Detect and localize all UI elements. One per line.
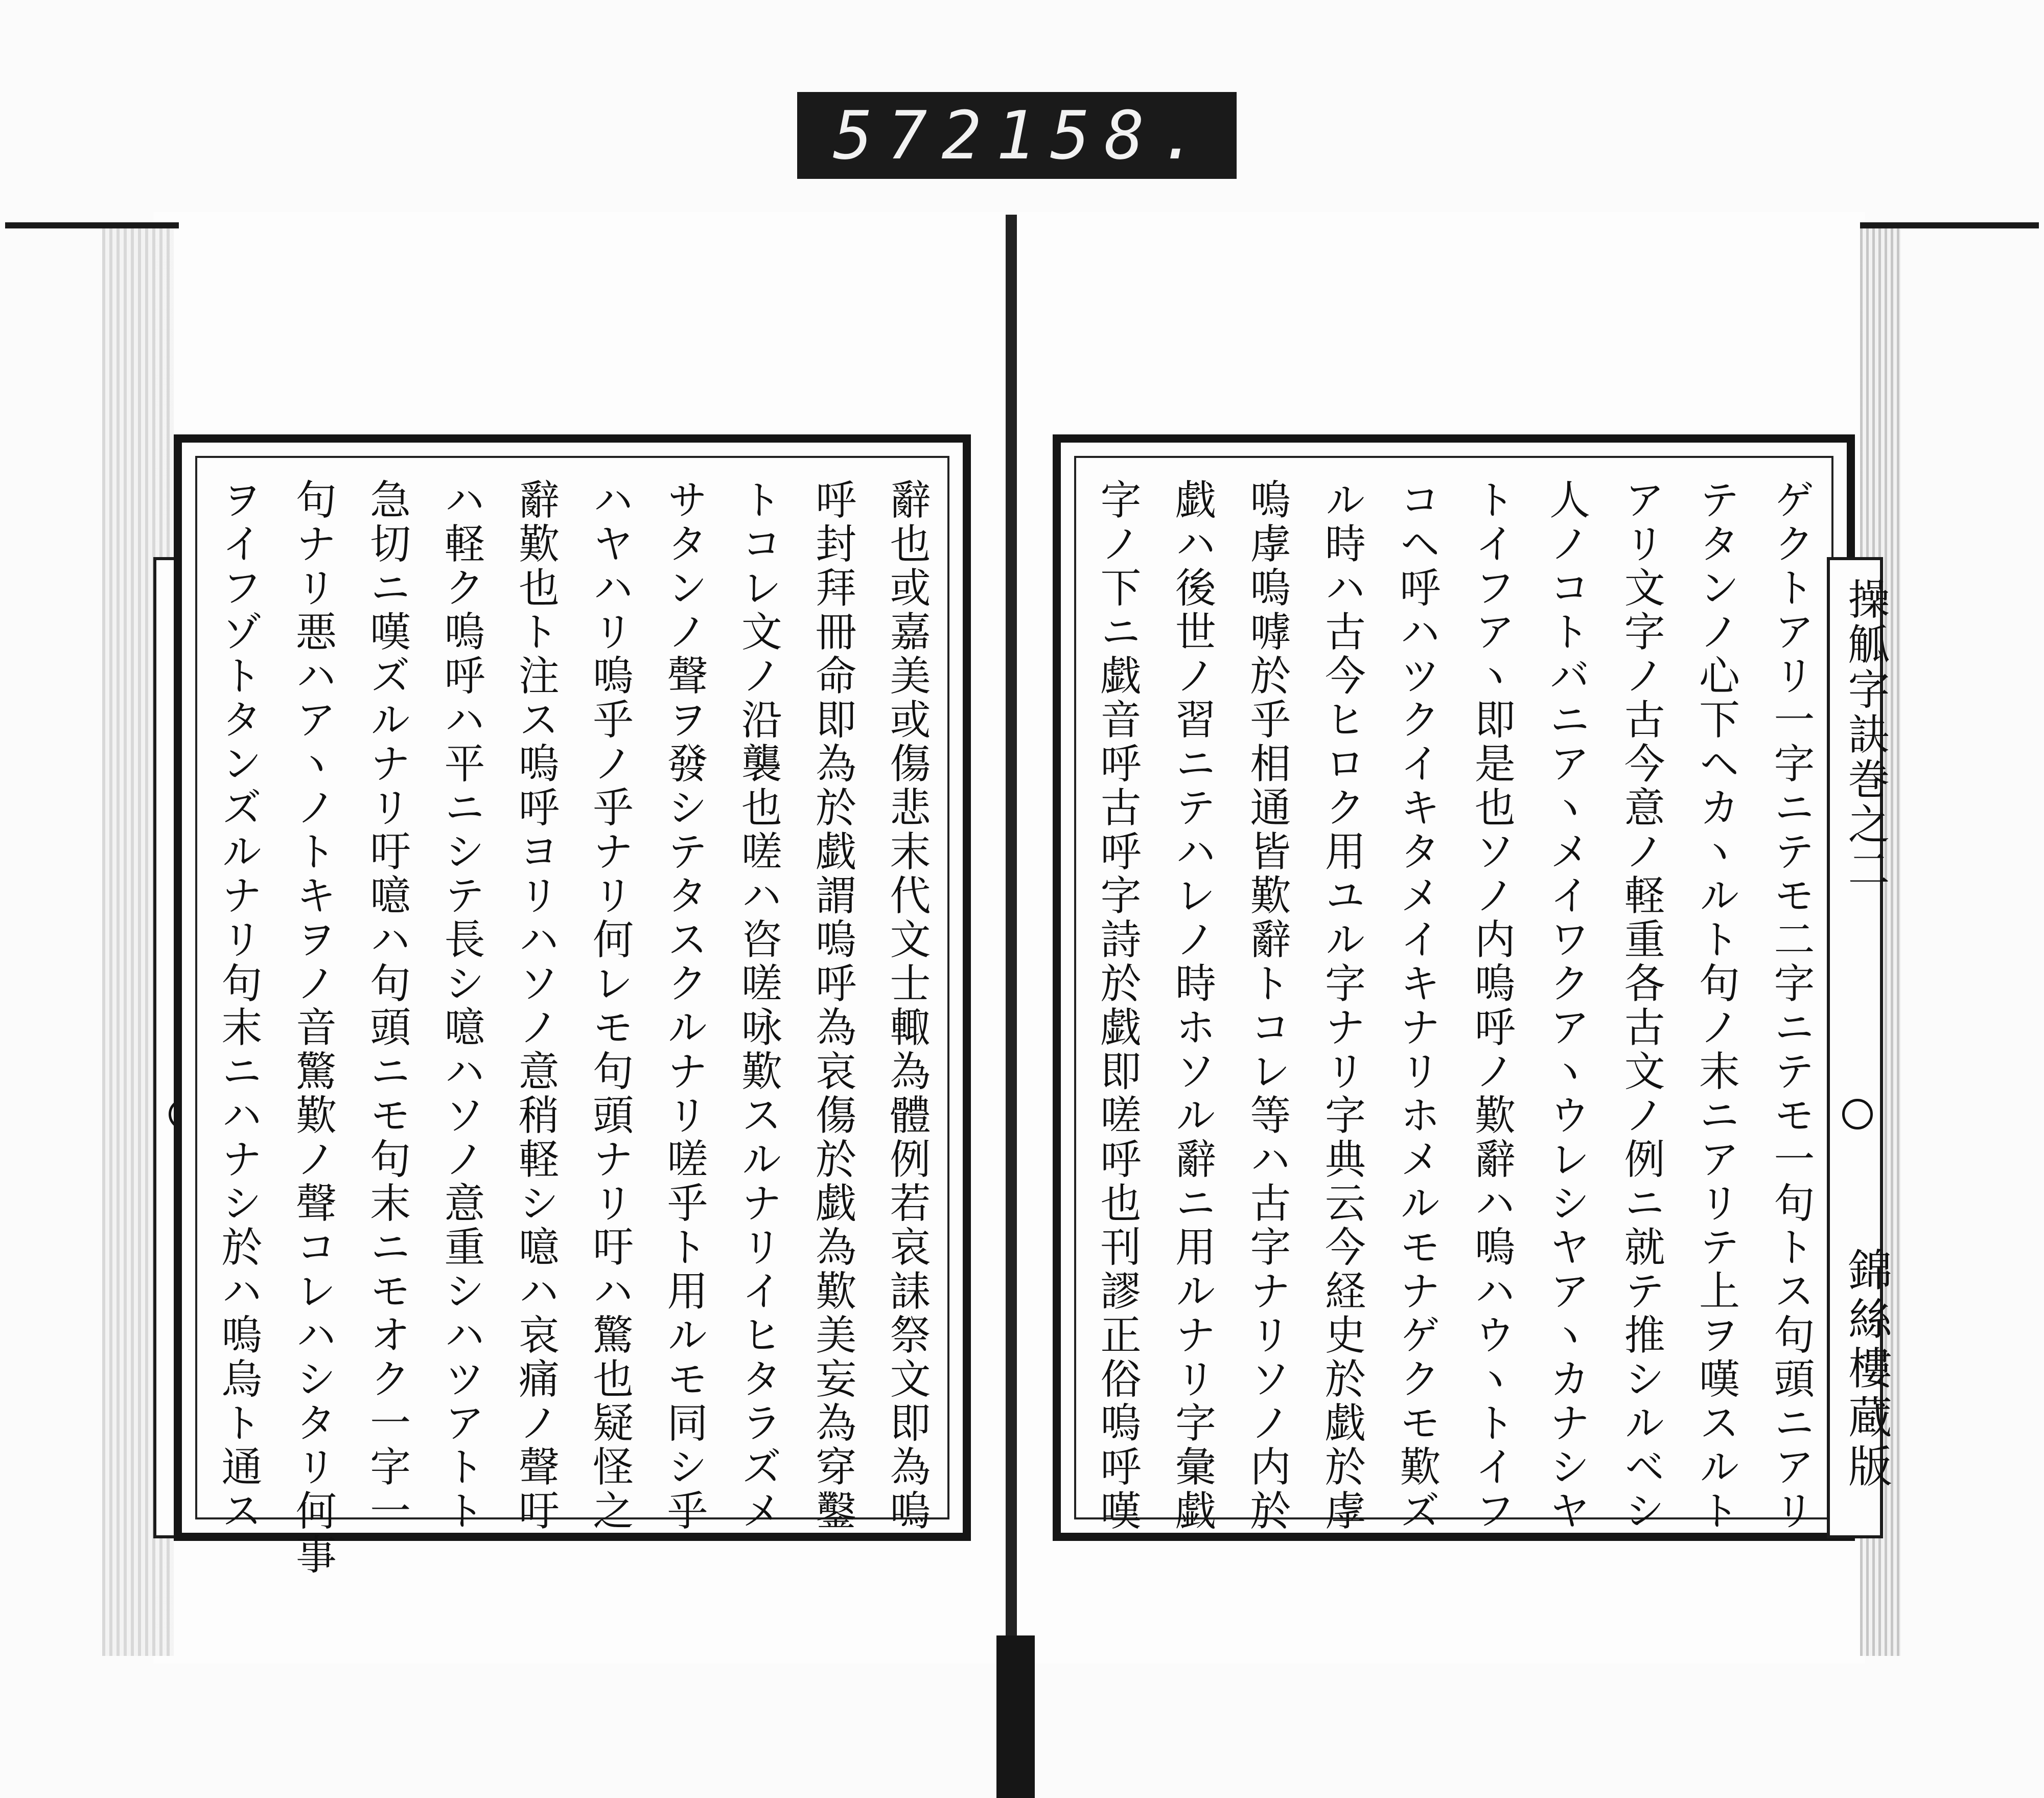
catalog-number-label [797, 92, 1237, 179]
text-column: トイフアヽ即是也ソノ内嗚呼ノ歎辭ハ嗚ハウヽトイフ [1468, 478, 1516, 1533]
text-column: 呼封拜冊命即為於戯謂嗚呼為哀傷於戯為歎美妄為穿鑿 [808, 478, 856, 1533]
text-column: コヘ呼ハツクイキタメイキナリホメルモナゲクモ歎ズ [1392, 478, 1441, 1533]
text-column: 急切ニ嘆ズルナリ吁噫ハ句頭ニモ句末ニモオク一字一 [363, 478, 411, 1533]
top-rule-right [1860, 222, 2039, 228]
left-page-frame [174, 434, 971, 1577]
left-text-block [215, 478, 931, 1577]
text-column: ヲイフゾトタンズルナリ句末ニハナシ於ハ嗚烏ト通ス [215, 478, 262, 1533]
catalog-number-right: 158. [995, 97, 1213, 174]
text-column: 句ナリ悪ハアヽノトキヲノ音驚歎ノ聲コレハシタリ何事 [289, 478, 337, 1577]
catalog-number-left: 572 [833, 97, 996, 174]
bookmark-tassel [996, 1635, 1035, 1798]
text-column: アリ文字ノ古今意ノ軽重各古文ノ例ニ就テ推シルベシ [1617, 478, 1665, 1533]
text-column: 字ノ下ニ戯音呼古呼字詩於戯即嗟呼也刊謬正俗嗚呼嘆 [1094, 478, 1141, 1533]
text-column: 辭歎也ト注ス嗚呼ヨリハソノ意稍軽シ噫ハ哀痛ノ聲吁 [512, 478, 560, 1533]
right-text-block [1094, 478, 1815, 1533]
text-column: トコレ文ノ沿襲也嗟ハ咨嗟咏歎スルナリイヒタラズメ [734, 478, 782, 1533]
text-column: ハヤハリ嗚乎ノ乎ナリ何レモ句頭ナリ吁ハ驚也疑怪之 [586, 478, 634, 1533]
text-column: 戯ハ後世ノ習ニテハレノ時ホソル辭ニ用ルナリ字彙戯 [1168, 478, 1216, 1533]
right-fold-mark [1842, 1099, 1873, 1129]
text-column: ハ軽ク嗚呼ハ平ニシテ長シ噫ハソノ意重シハツアトト [437, 478, 485, 1533]
text-column: 人ノコトバニアヽメイワクアヽウレシヤアヽカナシヤ [1542, 478, 1590, 1533]
text-column: 辭也或嘉美或傷悲末代文士輙為體例若哀誄祭文即為嗚 [882, 478, 931, 1533]
right-margin-title: 操觚字訣巻之二 [1841, 578, 1890, 892]
text-column: ル時ハ古今ヒロク用ユル字ナリ字典云今経史於戯於虖 [1318, 478, 1366, 1533]
text-column: ゲクトアリ一字ニテモ二字ニテモ一句トス句頭ニアリ [1767, 478, 1815, 1533]
right-margin-publisher: 錦絲樓蔵版 [1841, 1247, 1892, 1492]
top-rule-left [5, 222, 179, 228]
text-column: サタンノ聲ヲ發シテタスクルナリ嗟乎ト用ルモ同シ乎 [660, 478, 708, 1533]
right-page-frame [1053, 434, 1855, 1541]
text-column: テタンノ心下ヘカヽルト句ノ末ニアリテ上ヲ嘆スルト [1692, 478, 1740, 1533]
book-spine [1006, 215, 1017, 1635]
text-column: 嗚虖嗚嘑於乎相通皆歎辭トコレ等ハ古字ナリソノ内於 [1243, 478, 1291, 1533]
